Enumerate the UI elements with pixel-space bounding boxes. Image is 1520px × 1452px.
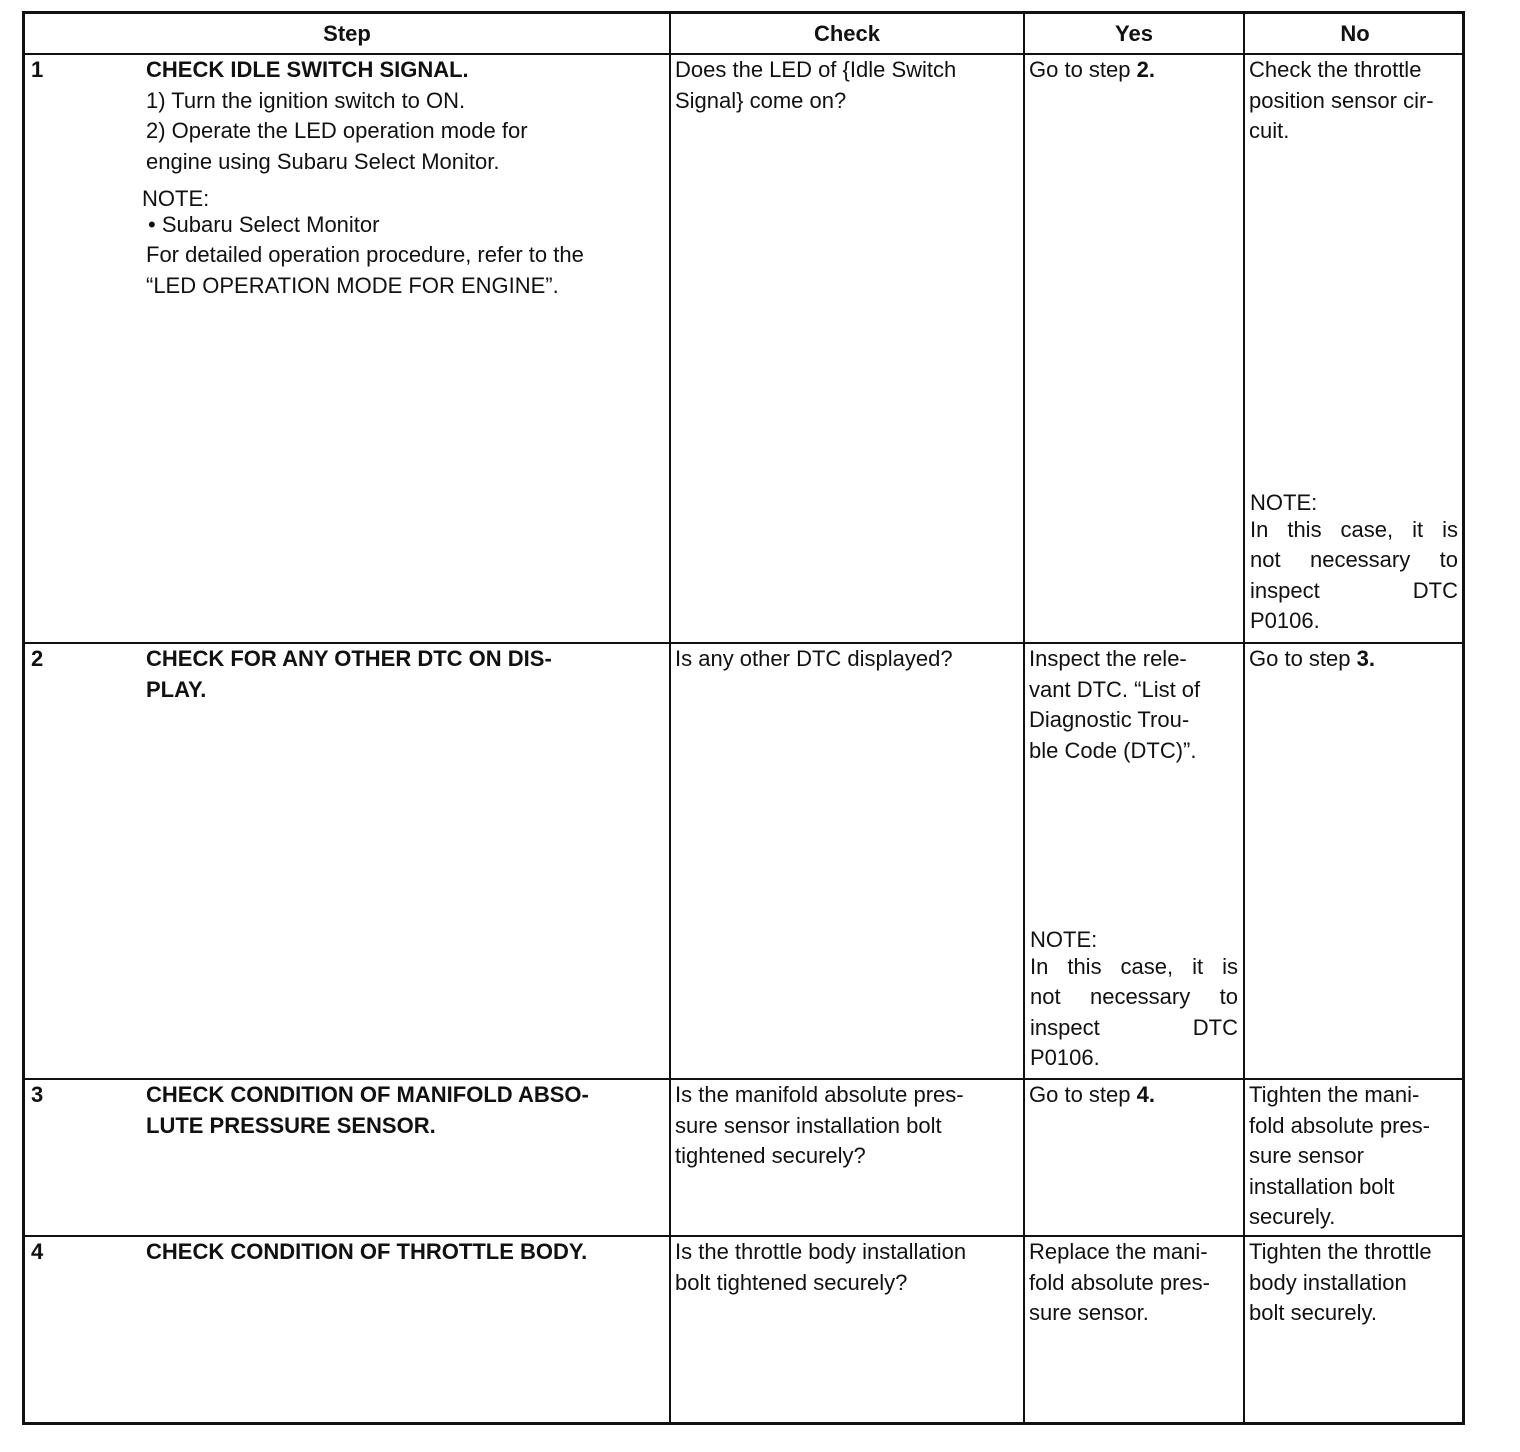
diagnostic-table <box>22 11 1465 1425</box>
no-action <box>1249 55 1459 147</box>
procedure-line: 1) Turn the ignition switch to ON. <box>146 87 466 113</box>
no-line: body installation <box>1249 1269 1407 1295</box>
check-line: tightened securely? <box>675 1143 866 1168</box>
yes-action <box>1029 1237 1239 1329</box>
check-line: Is the throttle body installation <box>675 1239 967 1264</box>
title-line: PLAY. <box>146 676 207 702</box>
yes-step-ref[interactable]: 2. <box>1136 57 1155 82</box>
note-line: not necessary to <box>1030 984 1238 1009</box>
check-line: Does the LED of {Idle Switch <box>675 57 957 82</box>
note-text: “LED OPERATION MODE FOR ENGINE”. <box>146 272 559 298</box>
step-number: 3 <box>31 1082 44 1107</box>
title-line: LUTE PRESSURE SENSOR. <box>146 1112 436 1138</box>
no-line: cuit. <box>1249 118 1290 143</box>
check-question <box>675 55 1017 116</box>
yes-action <box>1029 55 1239 86</box>
no-note <box>1250 488 1458 637</box>
step-title <box>146 1080 664 1141</box>
yes-action <box>1029 1080 1239 1111</box>
yes-line: sure sensor. <box>1029 1300 1149 1325</box>
no-line: position sensor cir- <box>1249 87 1434 113</box>
column-divider <box>1023 14 1025 1422</box>
step-note <box>142 184 664 301</box>
note-line: inspect DTC <box>1250 577 1458 603</box>
procedure-line: engine using Subaru Select Monitor. <box>146 148 500 174</box>
check-question <box>675 1080 1017 1172</box>
note-label: NOTE: <box>1250 490 1318 515</box>
yes-text: Go to step <box>1029 1082 1137 1107</box>
note-line: P0106. <box>1030 1045 1100 1070</box>
note-line: not necessary to <box>1250 547 1458 572</box>
step-number: 4 <box>31 1239 44 1264</box>
no-action <box>1249 1080 1459 1233</box>
check-line: Signal} come on? <box>675 87 847 113</box>
yes-line: vant DTC. “List of <box>1029 676 1201 702</box>
no-line: installation bolt <box>1249 1173 1395 1199</box>
no-action <box>1249 644 1459 675</box>
yes-action <box>1029 644 1239 766</box>
header-step: Step <box>323 21 371 46</box>
note-line: In this case, it is <box>1030 953 1238 979</box>
note-text: For detailed operation procedure, refer to the <box>146 242 584 267</box>
yes-line: ble Code (DTC)”. <box>1029 737 1197 763</box>
step-number: 1 <box>31 57 44 82</box>
no-line: sure sensor <box>1249 1143 1364 1168</box>
title-line: CHECK FOR ANY OTHER DTC ON DIS- <box>146 646 552 671</box>
yes-note <box>1030 925 1238 1074</box>
yes-line: Inspect the rele- <box>1029 646 1187 671</box>
no-line: Tighten the throttle <box>1249 1239 1432 1264</box>
step-content <box>146 55 664 177</box>
header-yes: Yes <box>1115 21 1153 46</box>
header-no: No <box>1340 21 1370 46</box>
step-number: 2 <box>31 646 44 671</box>
no-line: securely. <box>1249 1204 1336 1229</box>
no-line: bolt securely. <box>1249 1300 1377 1325</box>
note-line: inspect DTC <box>1030 1014 1238 1040</box>
no-line: Tighten the mani- <box>1249 1082 1420 1107</box>
note-label: NOTE: <box>142 186 210 211</box>
yes-text: Go to step <box>1029 57 1137 82</box>
step-title: CHECK IDLE SWITCH SIGNAL. <box>146 57 469 82</box>
step-title: CHECK CONDITION OF THROTTLE BODY. <box>146 1239 588 1264</box>
note-line: P0106. <box>1250 608 1320 633</box>
check-question: Is any other DTC displayed? <box>675 646 953 671</box>
step-title <box>146 644 664 705</box>
title-line: CHECK CONDITION OF MANIFOLD ABSO- <box>146 1082 589 1107</box>
procedure-line: 2) Operate the LED operation mode for <box>146 118 528 143</box>
note-bullet: • Subaru Select Monitor <box>148 211 380 237</box>
yes-line: fold absolute pres- <box>1029 1269 1210 1295</box>
check-question <box>675 1237 1017 1298</box>
yes-line: Diagnostic Trou- <box>1029 707 1190 732</box>
note-label: NOTE: <box>1030 927 1098 952</box>
yes-step-ref[interactable]: 4. <box>1136 1082 1155 1107</box>
no-text: Go to step <box>1249 646 1357 671</box>
no-step-ref[interactable]: 3. <box>1356 646 1375 671</box>
check-line: Is the manifold absolute pres- <box>675 1082 964 1107</box>
yes-line: Replace the mani- <box>1029 1239 1208 1264</box>
note-line: In this case, it is <box>1250 516 1458 542</box>
column-divider <box>1243 14 1245 1422</box>
no-line: Check the throttle <box>1249 57 1422 82</box>
check-line: bolt tightened securely? <box>675 1269 908 1295</box>
no-action <box>1249 1237 1459 1329</box>
header-check: Check <box>813 21 881 46</box>
column-divider <box>669 14 671 1422</box>
no-line: fold absolute pres- <box>1249 1112 1430 1138</box>
check-line: sure sensor installation bolt <box>675 1112 942 1138</box>
